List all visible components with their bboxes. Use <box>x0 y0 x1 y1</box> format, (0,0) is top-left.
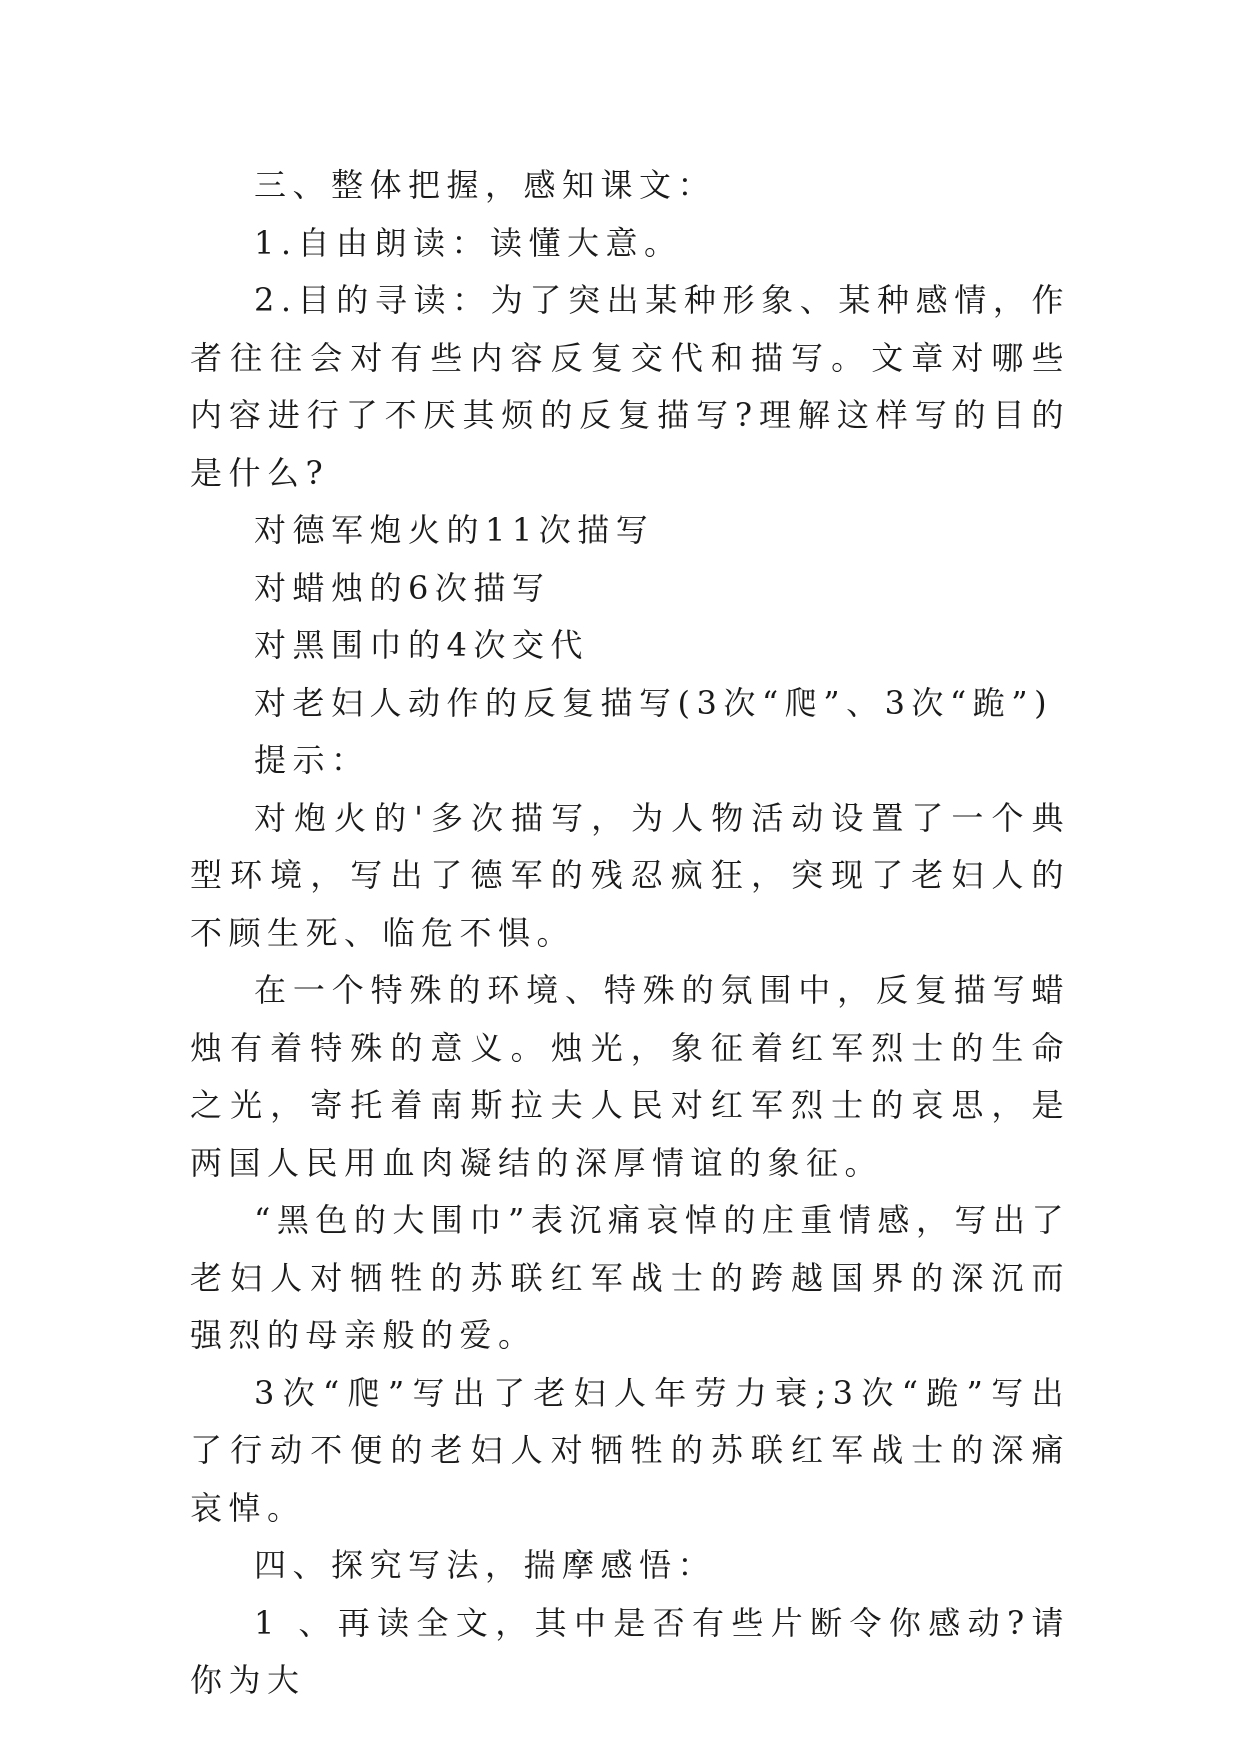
paragraph-free-reading: 1.自由朗读：读懂大意。 <box>254 223 683 262</box>
paragraph-actions-hint: 3次“爬”写出了老妇人年劳力衰;3次“跪”写出了行动不便的老妇人对牺牲的苏联红军战士的深痛哀悼。 <box>190 1373 1070 1527</box>
paragraph-artillery-hint: 对炮火的'多次描写，为人物活动设置了一个典型环境，写出了德军的残忍疯狂，突现了老妇人的不顾生死、临危不惧。 <box>190 798 1070 952</box>
document-body <box>190 157 1070 1710</box>
section-heading-3: 三、整体把握，感知课文： <box>254 166 717 204</box>
paragraph-reread: 1 、再读全文，其中是否有些片断令你感动?请你为大 <box>190 1603 1070 1699</box>
hint-label: 提示： <box>254 741 370 779</box>
paragraph-candle-hint: 在一个特殊的环境、特殊的氛围中，反复描写蜡烛有着特殊的意义。烛光，象征着红军烈士的生命之光，寄托着南斯拉夫人民对红军烈士的哀思，是两国人民用血肉凝结的深厚情谊的象征。 <box>190 971 1070 1182</box>
list-item-old-woman-actions: 对老妇人动作的反复描写(3次“爬”、3次“跪”) <box>254 683 1054 722</box>
list-item-artillery: 对德军炮火的11次描写 <box>254 511 655 549</box>
paragraph-scarf-hint: “黑色的大围巾”表沉痛哀悼的庄重情感，写出了老妇人对牺牲的苏联红军战士的跨越国界的深沉而强烈的母亲般的爱。 <box>190 1201 1070 1354</box>
paragraph-purpose-reading: 2.目的寻读：为了突出某种形象、某种感情，作者往往会对有些内容反复交代和描写。文章对哪些内容进行了不厌其烦的反复描写?理解这样写的目的是什么? <box>190 281 1070 492</box>
list-item-candle: 对蜡烛的6次描写 <box>254 568 551 607</box>
list-item-black-scarf: 对黑围巾的4次交代 <box>254 626 589 664</box>
section-heading-4: 四、探究写法，揣摩感悟： <box>254 1546 717 1584</box>
